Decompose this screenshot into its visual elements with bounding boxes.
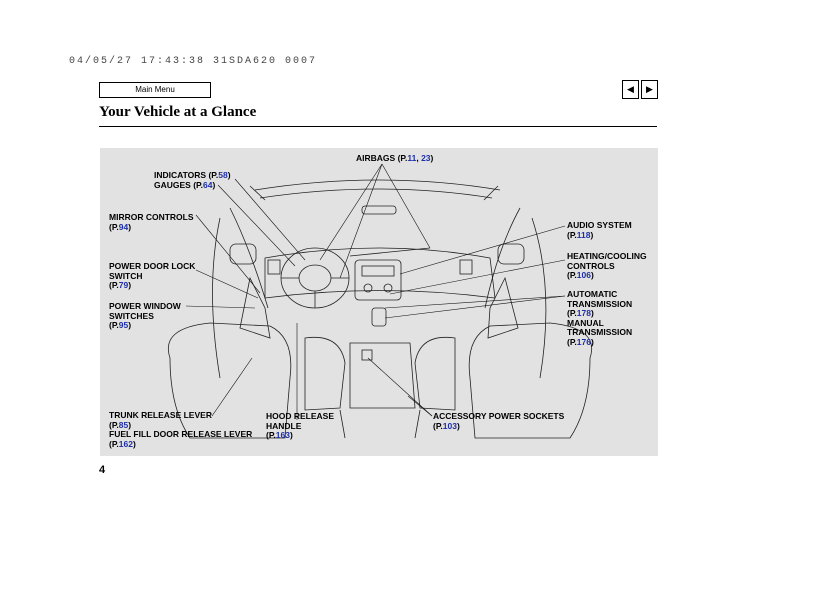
page-link[interactable]: 58 (218, 170, 228, 180)
page-link[interactable]: 178 (576, 308, 591, 318)
page-link[interactable]: 162 (118, 438, 133, 449)
print-stamp: 04/05/27 17:43:38 31SDA620 0007 (69, 56, 318, 67)
label-accessory-sockets: ACCESSORY POWER SOCKETS (P.103) (433, 411, 565, 431)
page-link[interactable]: 176 (576, 336, 591, 347)
label-transmission: AUTOMATIC TRANSMISSION (P.178) MANUAL TRANSMISSION (P.176) (567, 289, 633, 347)
vehicle-diagram-panel (100, 148, 658, 456)
page-link[interactable]: 64 (202, 179, 213, 190)
page-title: Your Vehicle at a Glance (99, 104, 257, 120)
label-airbags: AIRBAGS (P.11, 23) (356, 153, 434, 163)
page-link[interactable]: 85 (118, 419, 129, 430)
title-rule (99, 126, 657, 127)
page-link[interactable]: 94 (118, 221, 129, 232)
label-heating-cooling: HEATING/COOLING CONTROLS (P.106) (567, 251, 647, 280)
label-indicators: INDICATORS (P.58) GAUGES (P.64) (154, 170, 231, 190)
page-link[interactable]: 163 (275, 430, 290, 440)
page-link[interactable]: 103 (442, 420, 457, 431)
label-power-window: POWER WINDOW SWITCHES (P.95) (109, 301, 181, 330)
page-link[interactable]: 79 (118, 280, 129, 290)
page-link[interactable]: 11 (407, 153, 417, 163)
label-power-door-lock: POWER DOOR LOCK SWITCH (P.79) (109, 261, 196, 290)
previous-page-button[interactable]: ◀ (622, 80, 639, 99)
label-hood-release: HOOD RELEASE HANDLE (P.163) (266, 411, 335, 440)
page-link[interactable]: 118 (576, 229, 591, 240)
main-menu-button[interactable]: Main Menu (99, 82, 211, 98)
label-audio-system: AUDIO SYSTEM (P.118) (567, 220, 632, 240)
page-link[interactable]: 23 (421, 153, 431, 163)
page-link[interactable]: 95 (118, 320, 129, 330)
next-page-button[interactable]: ▶ (641, 80, 658, 99)
page-number: 4 (99, 464, 106, 476)
label-mirror-controls: MIRROR CONTROLS (P.94) (109, 212, 194, 232)
label-trunk-release: TRUNK RELEASE LEVER (P.85) FUEL FILL DOOR RELEASE LEVER (P.162) (109, 410, 253, 449)
page-link[interactable]: 106 (576, 270, 591, 280)
